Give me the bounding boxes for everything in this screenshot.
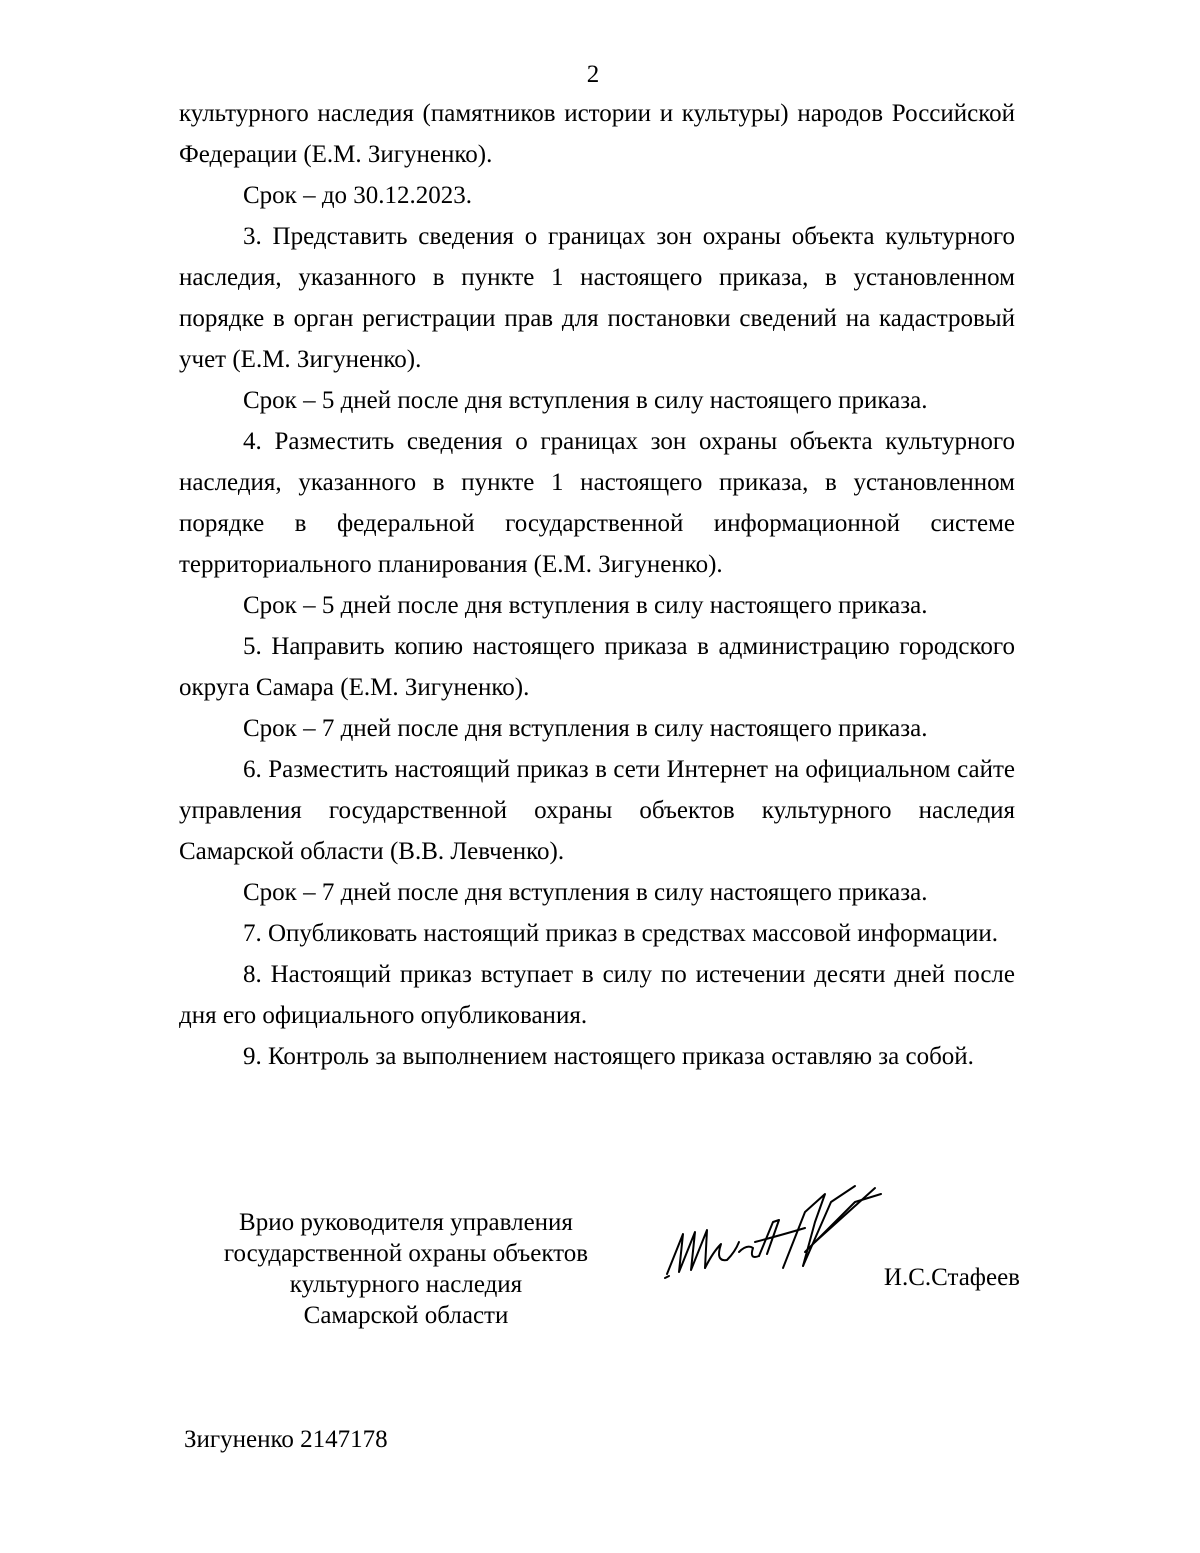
signatory-title-line: государственной охраны объектов [223, 1240, 589, 1267]
signatory-title-line: культурного наследия [289, 1271, 523, 1298]
executor-contact: Зигуненко 2147178 [184, 1426, 388, 1453]
item-8-paragraph: 8. Настоящий приказ вступает в силу по истечении десяти дней после дня его официального опубликования. [179, 961, 1015, 1029]
item-3-paragraph: 3. Представить сведения о границах зон охраны объекта культурного наследия, указанного в пункте 1 настоящего приказа, в установленном порядке в орган регистрации прав для постановки сведений на кадастровый учет (Е.М. Зигуненко). [179, 223, 1015, 373]
item-7-paragraph: 7. Опубликовать настоящий приказ в средствах массовой информации. [243, 920, 999, 947]
signatory-title-line: Врио руководителя управления [239, 1209, 573, 1236]
deadline-paragraph: Срок – до 30.12.2023. [243, 182, 473, 209]
item-5-paragraph: 5. Направить копию настоящего приказа в администрацию городского округа Самара (Е.М. Зигуненко). [179, 633, 1015, 701]
deadline-paragraph: Срок – 5 дней после дня вступления в силу настоящего приказа. [243, 592, 928, 619]
paragraph-continuation: культурного наследия (памятников истории и культуры) народов Российской Федерации (Е.М. Зигуненко). [179, 100, 1015, 168]
signatory-title [200, 1207, 612, 1331]
document-body [179, 93, 1015, 1077]
item-9-paragraph: 9. Контроль за выполнением настоящего приказа оставляю за собой. [243, 1043, 974, 1070]
deadline-paragraph: Срок – 7 дней после дня вступления в силу настоящего приказа. [243, 715, 928, 742]
signatory-name: И.С.Стафеев [883, 1264, 1020, 1291]
deadline-paragraph: Срок – 7 дней после дня вступления в силу настоящего приказа. [243, 879, 928, 906]
deadline-paragraph: Срок – 5 дней после дня вступления в силу настоящего приказа. [243, 387, 928, 414]
handwritten-signature [655, 1182, 885, 1287]
item-4-paragraph: 4. Разместить сведения о границах зон охраны объекта культурного наследия, указанного в пункте 1 настоящего приказа, в установленном порядке в федеральной государственной информационной системе территориального планирования (Е.М. Зигуненко). [179, 428, 1015, 578]
page-number: 2 [586, 61, 600, 88]
signatory-title-line: Самарской области [303, 1302, 509, 1329]
item-6-paragraph: 6. Разместить настоящий приказ в сети Интернет на официальном сайте управления государственной охраны объектов культурного наследия Самарской области (В.В. Левченко). [179, 756, 1015, 865]
